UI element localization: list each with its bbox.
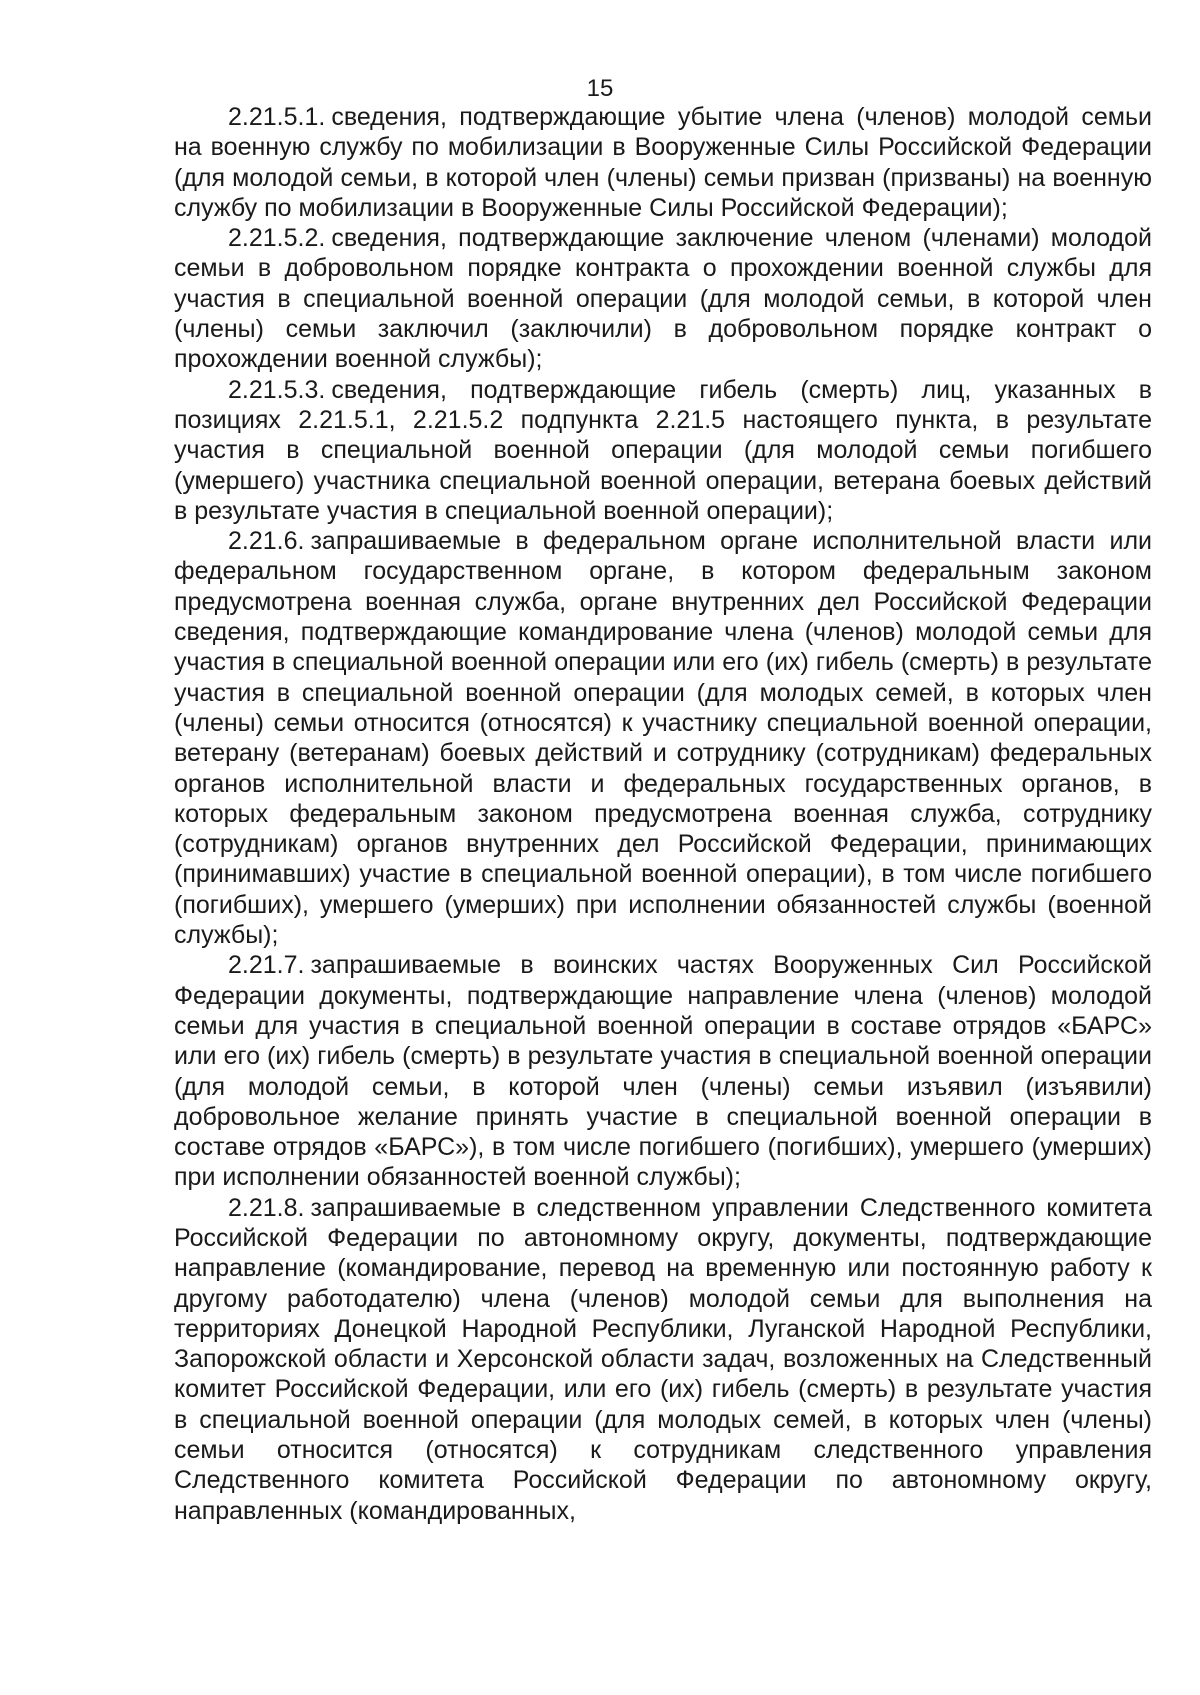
paragraph-text: сведения, подтверждающие убытие члена (членов) молодой семьи на военную службу по мобилизации в Вооруженные Силы Российской Федерации (для молодой семьи, в которой член (члены) семьи призван (призваны) на военную службу по мобилизации в Вооруженные Силы Российской Федерации); [174,103,1152,222]
paragraph-number: 2.21.6. [228,527,305,556]
paragraph-text: запрашиваемые в следственном управлении Следственного комитета Российской Федерации по автономному округу, документы, подтверждающие направление (командирование, перевод на временную или постоянную работу к другому работодателю) члена (членов) молодой семьи для выполнения на территориях Донецкой Народной Республики, Луганской Народной Республики, Запорожской области и Херсонской области задач, возложенных на Следственный комитет Российской Федерации, или его (их) гибель (смерть) в результате участия в специальной военной операции (для молодых семей, в которых член (члены) семьи относится (относятся) к сотрудникам следственного управления Следственного комитета Российской Федерации по автономному округу, направленных (командированных, [174,1193,1152,1525]
document-body [174,102,1152,1526]
paragraph-2-21-8 [174,1193,1152,1526]
paragraph-number: 2.21.7. [228,951,305,980]
page-number: 15 [586,75,614,102]
paragraph-text: сведения, подтверждающие заключение членом (членами) молодой семьи в добровольном порядке контракта о прохождении военной службы для участия в специальной военной операции (для молодой семьи, в которой член (члены) семьи заключил (заключили) в добровольном порядке контракт о прохождении военной службы); [174,224,1152,374]
paragraph-text: запрашиваемые в федеральном органе исполнительной власти или федеральном государственном органе, в котором федеральным законом предусмотрена военная служба, органе внутренних дел Российской Федерации сведения, подтверждающие командирование члена (членов) молодой семьи для участия в специальной военной операции или его (их) гибель (смерть) в результате участия в специальной военной операции (для молодых семей, в которых член (члены) семьи относится (относятся) к участнику специальной военной операции, ветерану (ветеранам) боевых действий и сотруднику (сотрудникам) федеральных органов исполнительной власти и федеральных государственных органов, в которых федеральным законом предусмотрена военная служба, сотруднику (сотрудникам) органов внутренних дел Российской Федерации, принимающих (принимавших) участие в специальной военной операции), в том числе погибшего (погибших), умершего (умерших) при исполнении обязанностей службы (военной службы); [174,527,1152,950]
paragraph-number: 2.21.5.1. [228,103,326,131]
paragraph-number: 2.21.5.3. [228,375,326,404]
paragraph-2-21-5-3 [174,375,1152,526]
paragraph-2-21-6 [174,526,1152,950]
paragraph-text: сведения, подтверждающие гибель (смерть) лиц, указанных в позициях 2.21.5.1, 2.21.5.2 подпункта 2.21.5 настоящего пункта, в результате участия в специальной военной операции (для молодой семьи погибшего (умершего) участника специальной военной операции, ветерана боевых действий в результате участия в специальной военной операции); [174,375,1152,525]
paragraph-2-21-7 [174,950,1152,1192]
paragraph-number: 2.21.5.2. [228,224,326,253]
paragraph-2-21-5-1 [174,102,1152,223]
paragraph-number: 2.21.8. [228,1193,305,1222]
paragraph-text: запрашиваемые в воинских частях Вооруженных Сил Российской Федерации документы, подтверждающие направление члена (членов) молодой семьи для участия в специальной военной операции в составе отрядов «БАРС» или его (их) гибель (смерть) в результате участия в специальной военной операции (для молодой семьи, в которой член (члены) семьи изъявил (изъявили) добровольное желание принять участие в специальной военной операции в составе отрядов «БАРС»), в том числе погибшего (погибших), умершего (умерших) при исполнении обязанностей военной службы); [174,951,1152,1192]
paragraph-2-21-5-2 [174,223,1152,374]
